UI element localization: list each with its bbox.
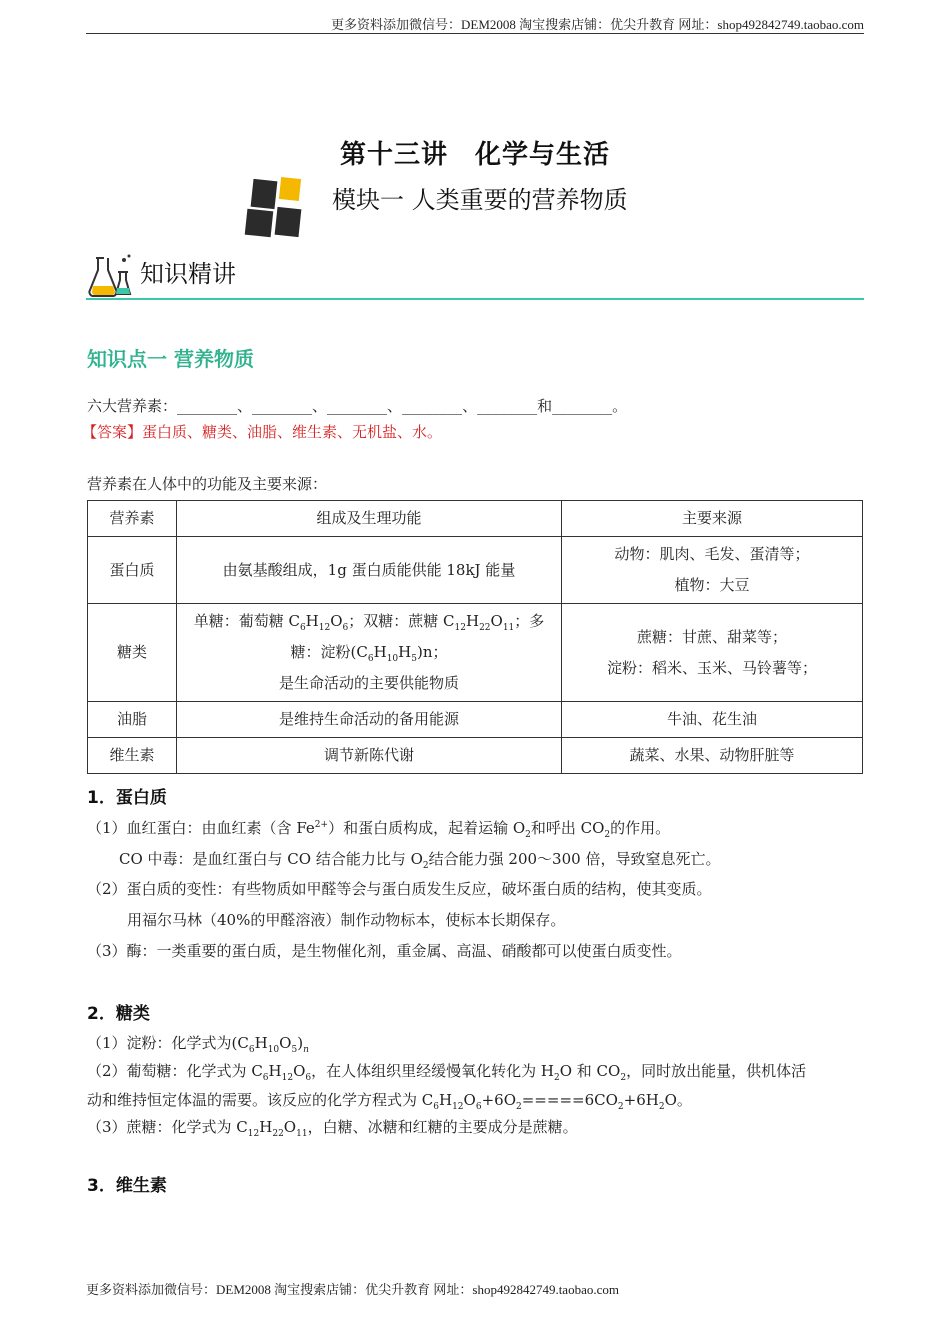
nutrient-function: 调节新陈代谢 — [177, 738, 562, 774]
page-footer: 更多资料添加微信号：DEM2008 淘宝搜索店铺：优尖升教育 网址：shop492842749.taobao.com — [86, 1282, 619, 1297]
paragraph: 动和维持恒定体温的需要。该反应的化学方程式为 $C_6H_{12}O_6+6O_2=====6CO_2+6H_2O$。 — [87, 1091, 692, 1112]
header-cell: 组成及生理功能 — [177, 501, 562, 537]
paragraph: （1）淀粉：化学式为$(C_6H_{10}O_5)_n$ — [87, 1034, 309, 1055]
knowledge-point-title: 知识点一 营养物质 — [87, 347, 254, 371]
question-line: 六大营养素：________、________、________、________、________和________。 — [87, 397, 628, 415]
nutrient-function: 由氨基酸组成，1g 蛋白质能供能 18kJ 能量 — [177, 537, 562, 604]
table-row — [88, 702, 863, 738]
section-heading: 知识精讲 — [140, 260, 236, 288]
subsection-title: 2．糖类 — [87, 1004, 150, 1024]
table-row — [88, 738, 863, 774]
table-header-row — [88, 501, 863, 537]
nutrient-table — [87, 500, 863, 774]
paragraph: （3）酶：一类重要的蛋白质，是生物催化剂，重金属、高温、硝酸都可以使蛋白质变性。 — [87, 942, 682, 960]
nutrient-source: 牛油、花生油 — [562, 702, 863, 738]
nutrient-name: 维生素 — [88, 738, 177, 774]
subsection-title: 1．蛋白质 — [87, 788, 167, 808]
paragraph: （3）蔗糖：化学式为 $C_{12}H_{22}O_{11}$，白糖、冰糖和红糖的主要成分是蔗糖。 — [87, 1118, 578, 1139]
header-cell: 营养素 — [88, 501, 177, 537]
module-title: 模块一 人类重要的营养物质 — [332, 186, 628, 214]
paragraph: （1）血红蛋白：由血红素（含 $Fe^{2+}$）和蛋白质构成，起着运输 $O_2$和呼出 $CO_2$的作用。 — [87, 819, 671, 840]
module-logo-icon — [244, 176, 304, 240]
paragraph: CO 中毒：是血红蛋白与 CO 结合能力比与 $O_2$结合能力强 200～300 倍，导致窒息死亡。 — [119, 850, 721, 871]
section-rule — [86, 298, 864, 300]
nutrient-name: 蛋白质 — [88, 537, 177, 604]
nutrient-source: 蔗糖：甘蔗、甜菜等； 淀粉：稻米、玉米、马铃薯等； — [562, 604, 863, 702]
nutrient-function: 是维持生命活动的备用能源 — [177, 702, 562, 738]
table-row — [88, 604, 863, 702]
flask-icon — [88, 252, 134, 298]
nutrient-function: 单糖：葡萄糖 $C_6H_{12}O_6$；双糖：蔗糖 $C_{12}H_{22}O_{11}$；多 糖：淀粉$(C_6H_{10}H_5)n$； 是生命活动的主要供能物质 — [177, 604, 562, 702]
header-cell: 主要来源 — [562, 501, 863, 537]
header-rule — [86, 33, 864, 34]
paragraph: （2）蛋白质的变性：有些物质如甲醛等会与蛋白质发生反应，破坏蛋白质的结构，使其变质。 — [87, 880, 712, 898]
paragraph: （2）葡萄糖：化学式为 $C_6H_{12}O_6$，在人体组织里经缓慢氧化转化为 $H_2O$ 和 $CO_2$，同时放出能量，供机体活 — [87, 1062, 807, 1083]
table-intro: 营养素在人体中的功能及主要来源： — [87, 475, 328, 493]
page-header: 更多资料添加微信号：DEM2008 淘宝搜索店铺：优尖升教育 网址：shop492842749.taobao.com — [331, 17, 864, 32]
nutrient-source: 蔬菜、水果、动物肝脏等 — [562, 738, 863, 774]
nutrient-source: 动物：肌肉、毛发、蛋清等； 植物：大豆 — [562, 537, 863, 604]
nutrient-name: 油脂 — [88, 702, 177, 738]
subsection-title: 3．维生素 — [87, 1176, 167, 1196]
answer-line: 【答案】蛋白质、糖类、油脂、维生素、无机盐、水。 — [82, 423, 443, 441]
lecture-title: 第十三讲 化学与生活 — [339, 140, 610, 170]
table-row — [88, 537, 863, 604]
paragraph: 用福尔马林（40%的甲醛溶液）制作动物标本，使标本长期保存。 — [127, 911, 566, 929]
nutrient-name: 糖类 — [88, 604, 177, 702]
